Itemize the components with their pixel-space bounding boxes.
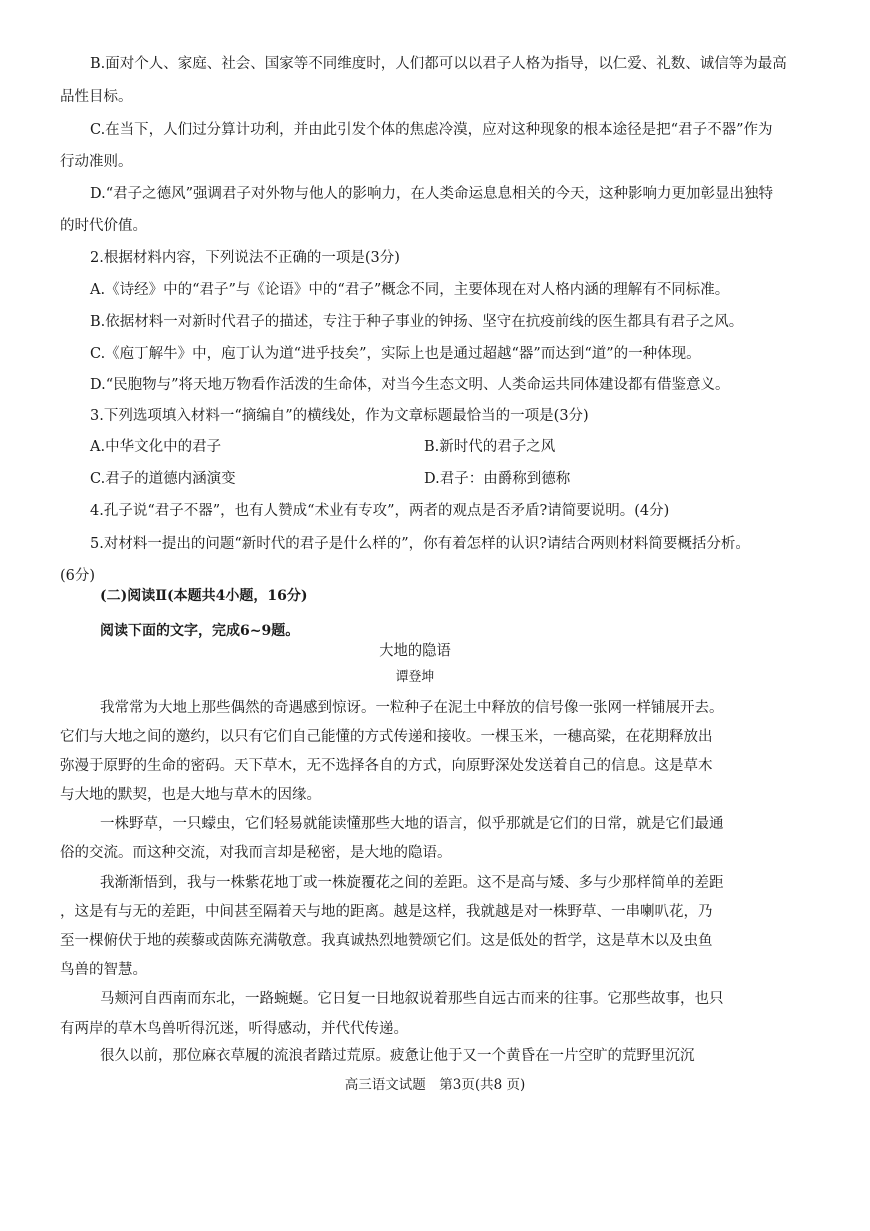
q3-option-a: A.中华文化中的君子 [90,439,222,455]
q3-option-c: C.君子的道德内涵演变 [90,471,236,487]
q2-option-c: C.《庖丁解牛》中，庖丁认为道“进乎技矣”，实际上也是通过超越“器”而达到“道”的一种体现。 [90,346,701,362]
article-title: 大地的隐语 [379,641,451,659]
section-instruction: 阅读下面的文字，完成6~9题。 [100,623,300,639]
article-line: 至一棵俯伏于地的蒺藜或茵陈充满敬意。我真诚热烈地赞颂它们。这是低处的哲学，这是草木以及虫鱼 [60,933,713,949]
article-author: 谭登坤 [395,669,435,685]
q2-option-a: A.《诗经》中的“君子”与《论语》中的“君子”概念不同，主要体现在对人格内涵的理解有不同标准。 [90,282,730,298]
article-line: 与大地的默契，也是大地与草木的因缘。 [60,787,321,803]
q1-option-c-cont: 行动准则。 [60,154,133,170]
q3-option-b: B.新时代的君子之风 [424,439,556,455]
article-line: ，这是有与无的差距，中间甚至隔着天与地的距离。越是这样，我就越是对一株野草、一串喇叭花，乃 [60,904,713,920]
article-line: 我常常为大地上那些偶然的奇遇感到惊讶。一粒种子在泥土中释放的信号像一张网一样铺展开去。 [100,700,724,716]
q2-option-b: B.依据材料一对新时代君子的描述，专注于种子事业的钟扬、坚守在抗疫前线的医生都具有君子之风。 [90,314,744,330]
article-line: 它们与大地之间的邀约，以只有它们自己能懂的方式传递和接收。一棵玉米，一穗高粱，在花期释放出 [60,729,713,745]
q3-option-d: D.君子：由爵称到德称 [424,471,571,487]
q4-stem: 4.孔子说“君子不器”，也有人赞成“术业有专攻”，两者的观点是否矛盾?请简要说明。(4分) [90,503,670,519]
q2-option-d: D.“民胞物与”将天地万物看作活泼的生命体，对当今生态文明、人类命运共同体建设都有借鉴意义。 [90,377,730,393]
article-line: 马颊河自西南而东北，一路蜿蜒。它日复一日地叙说着那些自远古而来的往事。它那些故事，也只 [100,991,724,1007]
q1-option-d-cont: 的时代价值。 [60,218,147,234]
q5-stem: 5.对材料一提出的问题“新时代的君子是什么样的”，你有着怎样的认识?请结合两则材料简要概括分析。 [90,536,750,552]
q1-option-b-cont: 品性目标。 [60,89,133,105]
article-line: 我渐渐悟到，我与一株紫花地丁或一株旋覆花之间的差距。这不是高与矮、多与少那样简单的差距 [100,875,724,891]
article-line: 俗的交流。而这种交流，对我而言却是秘密，是大地的隐语。 [60,845,452,861]
section-heading: (二)阅读Ⅱ(本题共4小题，16分) [100,588,308,604]
article-line: 弥漫于原野的生命的密码。天下草木，无不选择各自的方式，向原野深处发送着自己的信息。这是草木 [60,758,713,774]
q1-option-b: B.面对个人、家庭、社会、国家等不同维度时，人们都可以以君子人格为指导，以仁爱、礼数、诚信等为最高 [90,56,787,72]
q5-points: (6分) [60,568,96,584]
article-line: 有两岸的草木鸟兽听得沉迷，听得感动，并代代传递。 [60,1021,408,1037]
article-line: 很久以前，那位麻衣草履的流浪者踏过荒原。疲惫让他于又一个黄昏在一片空旷的荒野里沉沉 [100,1048,695,1064]
q3-stem: 3.下列选项填入材料一“摘编自”的横线处，作为文章标题最恰当的一项是(3分) [90,408,589,424]
page-footer: 高三语文试题 第3页(共8 页) [344,1077,526,1093]
article-line: 鸟兽的智慧。 [60,962,147,978]
q2-stem: 2.根据材料内容，下列说法不正确的一项是(3分) [90,250,400,266]
article-line: 一株野草，一只蠓虫，它们轻易就能读懂那些大地的语言，似乎那就是它们的日常，就是它们最通 [100,816,724,832]
q1-option-d: D.“君子之德风”强调君子对外物与他人的影响力，在人类命运息息相关的今天，这种影响力更加彰显出独特 [90,186,774,202]
q1-option-c: C.在当下，人们过分算计功利，并由此引发个体的焦虑冷漠，应对这种现象的根本途径是把“君子不器”作为 [90,122,773,138]
